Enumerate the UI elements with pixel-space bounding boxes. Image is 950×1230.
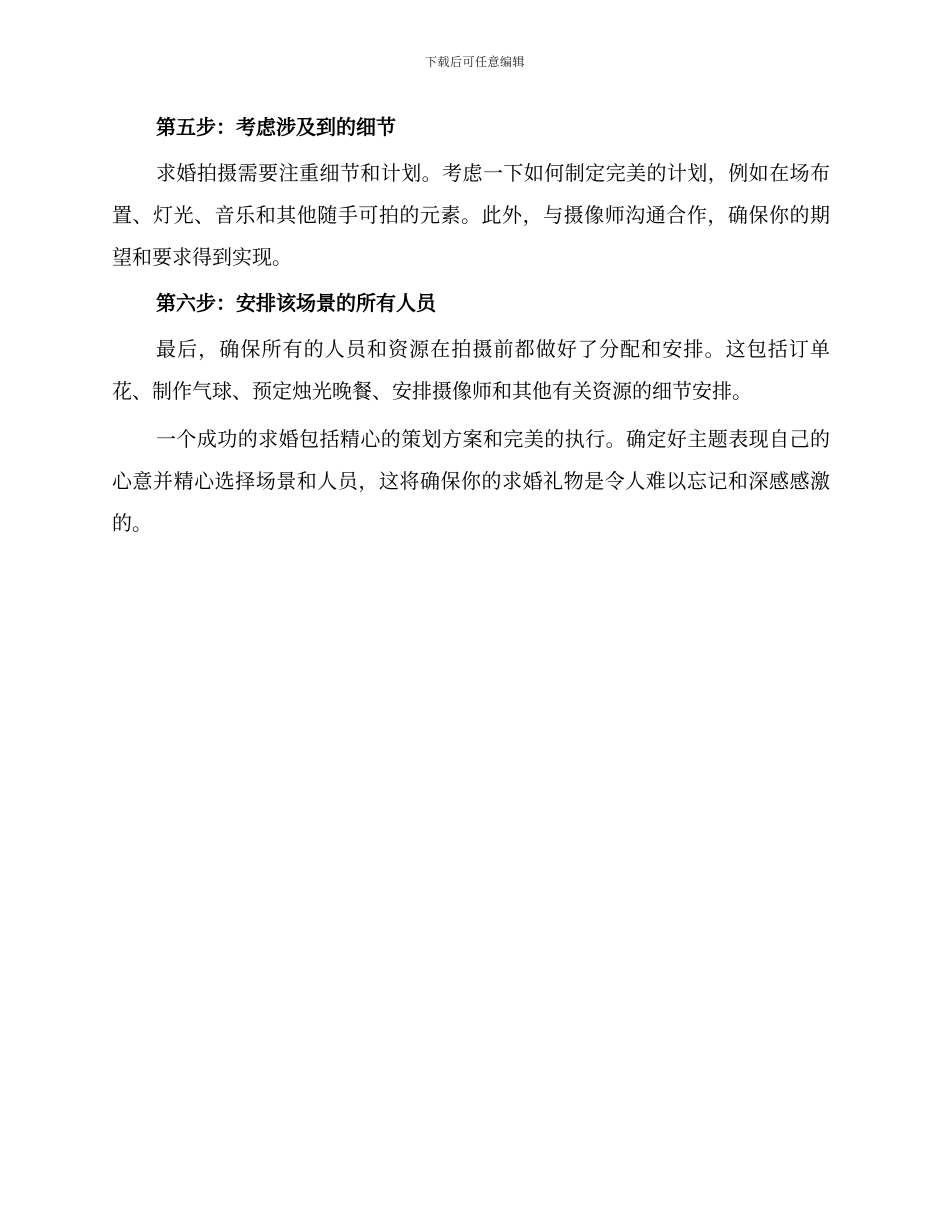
section-heading-step-6: 第六步：安排该场景的所有人员 xyxy=(156,291,436,315)
section-heading-step-5: 第五步：考虑涉及到的细节 xyxy=(156,115,396,139)
page-header: 下载后可任意编辑 xyxy=(424,55,525,69)
section-paragraph-step-6: 最后，确保所有的人员和资源在拍摄前都做好了分配和安排。这包括订单花、制作气球、预定烛光晚餐、安排摄像师和其他有关资源的细节安排。 xyxy=(112,337,830,403)
conclusion-paragraph: 一个成功的求婚包括精心的策划方案和完美的执行。确定好主题表现自己的心意并精心选择场景和人员，这将确保你的求婚礼物是令人难以忘记和深感感激的。 xyxy=(112,427,830,535)
section-paragraph-step-5: 求婚拍摄需要注重细节和计划。考虑一下如何制定完美的计划，例如在场布置、灯光、音乐和其他随手可拍的元素。此外，与摄像师沟通合作，确保你的期望和要求得到实现。 xyxy=(112,161,830,269)
document-body xyxy=(112,108,830,544)
